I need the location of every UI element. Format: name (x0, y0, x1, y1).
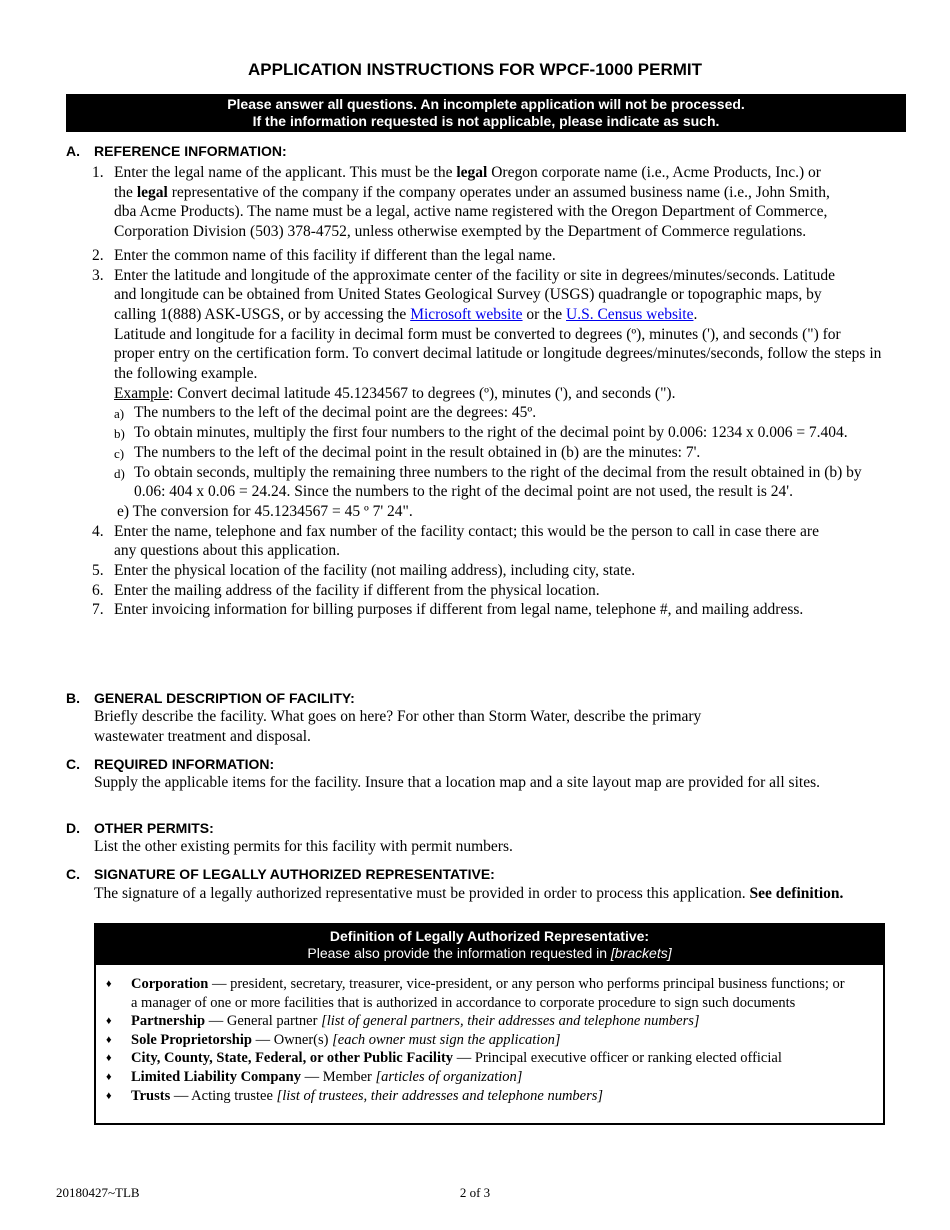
conversion-steps (114, 403, 884, 521)
step-item: e) The conversion for 45.1234567 = 45 º 7' 24". (117, 502, 413, 520)
list-item: ♦ Sole Proprietorship — Owner(s) [each owner must sign the application] (106, 1031, 561, 1048)
diamond-bullet-icon: ♦ (106, 1033, 112, 1046)
section-title: GENERAL DESCRIPTION OF FACILITY: (94, 690, 355, 706)
item-number: 1. (92, 164, 104, 181)
item-number: 6. (92, 581, 104, 599)
banner-line-2: If the information requested is not applicable, please indicate as such. (252, 113, 720, 129)
section-d-text: List the other existing permits for this facility with permit numbers. (94, 838, 513, 855)
diamond-bullet-icon: ♦ (106, 978, 112, 990)
document-id: 20180427~TLB (56, 1185, 140, 1200)
section-letter: D. (66, 820, 80, 836)
page-number: 2 of 3 (459, 1185, 491, 1200)
us-census-website-link[interactable]: U.S. Census website (566, 305, 694, 323)
section-letter: A. (66, 143, 80, 159)
step-item: b) To obtain minutes, multiply the first four numbers to the right of the decimal point by 0.006: 1234 x 0.006 = 7.404. (114, 424, 848, 442)
list-item: 3. Enter the latitude and longitude of the approximate center of the facility or site in degrees/minutes/seconds. Latitude and longitude can be obtained from United States Geological Survey (USGS) quadrangle or topographic maps, by calling 1(888) ASK-USGS, or by accessing the Microsoft website or the U.S. Census website. Latitude and longitude for a facility in decimal form must be converted to degrees (º), minutes ('), and seconds (") for proper entry on the certification form. To convert decimal latitude or longitude degrees/minutes/seconds, follow the steps in the following example. Example: Convert decimal latitude 45.1234567 to degrees (º), minutes ('), and seconds ("). a) The numbers to the left of the decimal point are the degrees: 45º. b) To obtain minutes, multiply the first four numbers to the right of the decimal point by 0.006: 1234 x 0.006 = 7.404. c) The numbers to the left of the decimal point in the result obtained in (b) are the minutes: 7'. d) To obtain seconds, multiply the remaining three numbers to the right of the decimal from the result obtained in (b) by 0.06: 404 x 0.06 = 24.24. Since the numbers to the right of the decimal point are not used, the result is 24'. e) The conversion for 45.1234567 = 45 º 7' 24". (92, 266, 884, 522)
diamond-bullet-icon: ♦ (106, 1089, 112, 1102)
section-letter: C. (66, 756, 80, 772)
item-number: 7. (92, 601, 104, 619)
diamond-bullet-icon: ♦ (106, 1015, 112, 1028)
list-item: 4. Enter the name, telephone and fax number of the facility contact; this would be the person to call in case there are any questions about this application. (92, 522, 819, 560)
section-b-text: Briefly describe the facility. What goes on here? For other than Storm Water, describe the primary wastewater treatment and disposal. (94, 708, 702, 745)
section-title: REFERENCE INFORMATION: (94, 143, 287, 159)
list-item: 6. Enter the mailing address of the facility if different from the physical location. (92, 581, 600, 599)
definition-title: Definition of Legally Authorized Representative: (329, 928, 650, 944)
list-item: ♦ Limited Liability Company — Member [articles of organization] (106, 1068, 523, 1085)
step-item: c) The numbers to the left of the decimal point in the result obtained in (b) are the minutes: 7'. (114, 443, 701, 461)
example-line: Example: Convert decimal latitude 45.1234567 to degrees (º), minutes ('), and seconds ("). (114, 384, 676, 402)
section-letter: B. (66, 690, 80, 706)
step-item: d) To obtain seconds, multiply the remaining three numbers to the right of the decimal from the result obtained in (b) by 0.06: 404 x 0.06 = 24.24. Since the numbers to the right of the decimal point are not used, the result is 24'. (114, 463, 862, 501)
conversion-note: Latitude and longitude for a facility in decimal form must be converted to degrees (º), minutes ('), and seconds (") for proper entry on the certification form. To convert decimal latitude or longitude degrees/minutes/seconds, follow the steps in the following example. (114, 325, 882, 383)
item-number: 2. (92, 246, 104, 264)
list-item: 5. Enter the physical location of the facility (not mailing address), including city, state. (92, 562, 636, 580)
definition-list (96, 965, 883, 1105)
signature-text: The signature of a legally authorized representative must be provided in order to process this application. See definition. (94, 885, 844, 902)
list-item: ♦ Partnership — General partner [list of general partners, their addresses and telephone numbers] (106, 1013, 700, 1030)
section-letter: C. (66, 866, 80, 882)
authorized-rep-definition-box (94, 923, 885, 1125)
definition-subtitle: Please also provide the information requested in [brackets] (307, 945, 672, 961)
item-number: 4. (92, 522, 104, 540)
section-c-text: Supply the applicable items for the facility. Insure that a location map and a site layout map are provided for all sites. (94, 774, 820, 791)
page-title: APPLICATION INSTRUCTIONS FOR WPCF-1000 PERMIT (248, 60, 702, 79)
instruction-banner (66, 94, 906, 132)
section-title: OTHER PERMITS: (94, 820, 214, 836)
microsoft-website-link[interactable]: Microsoft website (410, 305, 523, 323)
step-item: a) The numbers to the left of the decimal point are the degrees: 45º. (114, 404, 537, 422)
banner-line-1: Please answer all questions. An incomplete application will not be processed. (227, 96, 745, 112)
list-item: ♦ Corporation — president, secretary, treasurer, vice-president, or any person who performs principal business functions; or a manager of one or more facilities that is authorized in accordance to corporate procedure to sign such documents (106, 976, 845, 1011)
section-title: SIGNATURE OF LEGALLY AUTHORIZED REPRESENTATIVE: (94, 866, 495, 882)
definition-header (96, 925, 883, 965)
list-item: 2. Enter the common name of this facility if different than the legal name. (92, 246, 556, 264)
diamond-bullet-icon: ♦ (106, 1070, 112, 1083)
list-item: 1. Enter the legal name of the applicant. This must be the legal Oregon corporate name (i.e., Acme Products, Inc.) or the legal representative of the company if the company operates under an assumed business name (i.e., John Smith, dba Acme Products). The name must be a legal, active name registered with the Oregon Department of Commerce, Corporation Division (503) 378-4752, unless otherwise exempted by the Department of Commerce regulations. (92, 164, 830, 241)
list-item: ♦ City, County, State, Federal, or other Public Facility — Principal executive officer or ranking elected official (106, 1050, 782, 1067)
diamond-bullet-icon: ♦ (106, 1052, 112, 1065)
item-number: 3. (92, 266, 104, 284)
list-item: 7. Enter invoicing information for billing purposes if different from legal name, telephone #, and mailing address. (92, 601, 804, 619)
reference-info-list (92, 163, 892, 620)
section-title: REQUIRED INFORMATION: (94, 756, 275, 772)
item-number: 5. (92, 562, 104, 580)
list-item: ♦ Trusts — Acting trustee [list of trustees, their addresses and telephone numbers] (106, 1087, 604, 1104)
